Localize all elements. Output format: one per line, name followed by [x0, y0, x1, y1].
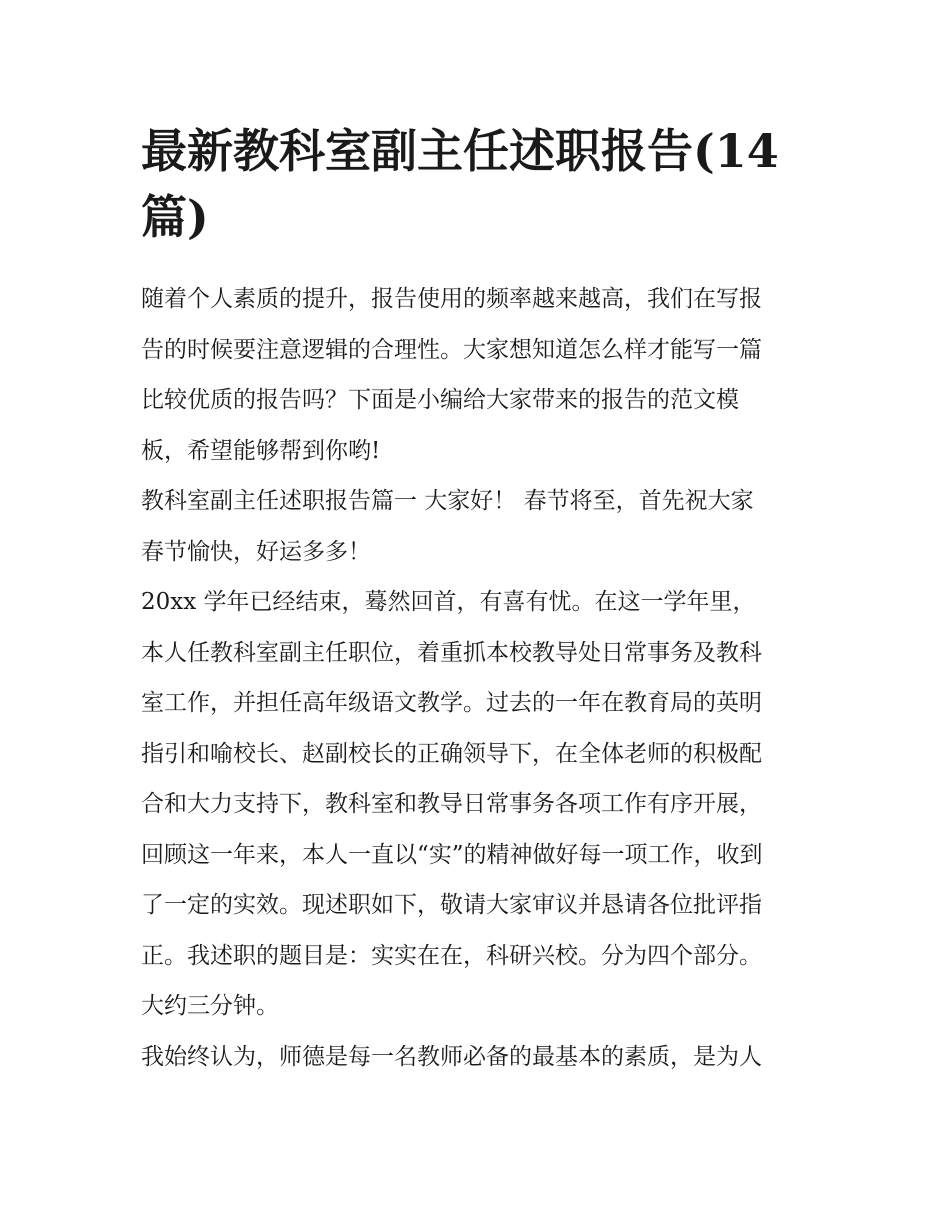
text-line: 20xx 学年已经结束，蓦然回首，有喜有忧。在这一学年里，	[141, 589, 756, 615]
text-line: 大约三分钟。	[141, 993, 279, 1019]
text-line: 比较优质的报告吗？下面是小编给大家带来的报告的范文模	[141, 387, 739, 413]
text-line: 本人任教科室副主任职位，着重抓本校教导处日常事务及教科	[141, 639, 762, 666]
text-line: 室工作，并担任高年级语文教学。过去的一年在教育局的英明	[141, 690, 762, 716]
text-line: 回顾这一年来，本人一直以“实”的精神做好每一项工作，收到	[141, 841, 763, 868]
title-line: 最新教科室副主任述职报告(14	[141, 124, 779, 178]
text-line: 随着个人素质的提升，报告使用的频率越来越高，我们在写报	[141, 286, 762, 312]
text-line: 板，希望能够帮到你哟!	[141, 437, 381, 464]
ethics-paragraph	[141, 1032, 813, 1083]
document-page	[141, 118, 813, 1082]
title-line: 篇)	[141, 190, 209, 244]
text-line: 我始终认为，师德是每一名教师必备的最基本的素质，是为人	[141, 1043, 762, 1070]
text-line: 合和大力支持下，教科室和教导日常事务各项工作有序开展，	[141, 791, 762, 817]
intro-paragraph	[141, 274, 813, 476]
text-line: 指引和喻校长、赵副校长的正确领导下，在全体老师的积极配	[141, 740, 762, 767]
document-title	[141, 118, 813, 250]
review-paragraph	[141, 577, 813, 1032]
text-line: 了一定的实效。现述职如下，敬请大家审议并恳请各位批评指	[141, 892, 762, 918]
text-line: 春节愉快，好运多多！	[141, 538, 371, 565]
greeting-paragraph	[141, 476, 813, 577]
text-line: 正。我述职的题目是：实实在在，科研兴校。分为四个部分。	[141, 942, 762, 969]
text-line: 告的时候要注意逻辑的合理性。大家想知道怎么样才能写一篇	[141, 336, 762, 363]
text-line: 教科室副主任述职报告篇一 大家好！ 春节将至，首先祝大家	[141, 488, 754, 514]
